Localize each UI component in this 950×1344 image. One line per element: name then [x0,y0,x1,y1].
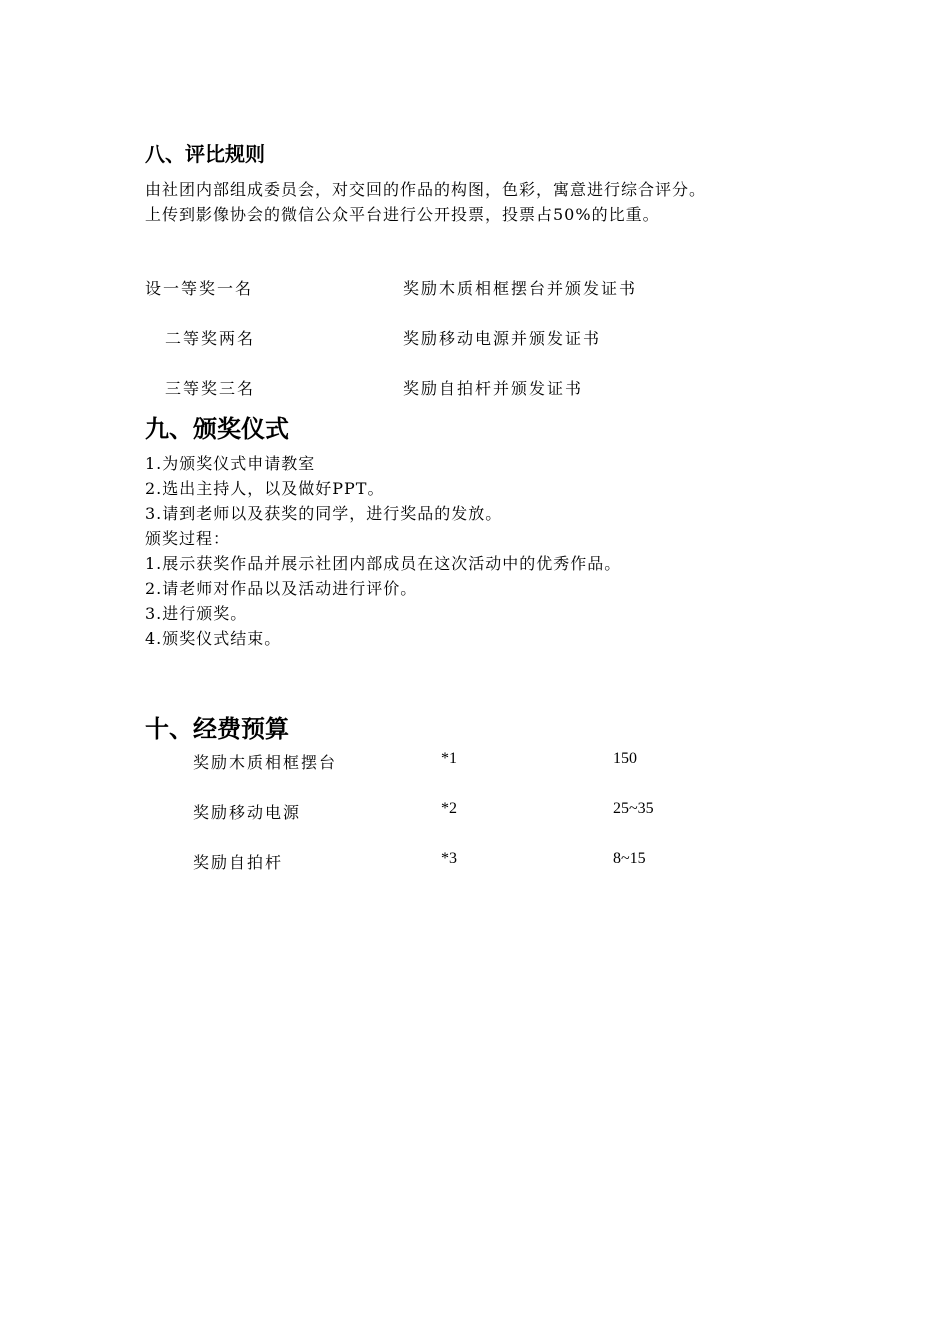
budget-item-3-cost: 8~15 [613,850,646,867]
prep-step-2: 2.选出主持人，以及做好PPT。 [145,479,385,498]
process-step-1: 1.展示获奖作品并展示社团内部成员在这次活动中的优秀作品。 [145,554,622,573]
prize-1-name: 设一等奖一名 [145,279,254,298]
budget-item-1-name: 奖励木质相框摆台 [193,753,338,772]
budget-item-3-qty: *3 [441,850,457,867]
prize-2-reward: 奖励移动电源并颁发证书 [403,329,602,348]
budget-item-2-cost: 25~35 [613,800,654,817]
prep-step-3: 3.请到老师以及获奖的同学，进行奖品的发放。 [145,504,503,523]
process-label: 颁奖过程： [145,529,231,548]
process-step-2: 2.请老师对作品以及活动进行评价。 [145,579,418,598]
budget-item-1-cost: 150 [613,750,637,767]
budget-item-2-qty: *2 [441,800,457,817]
section-9-title: 九、颁奖仪式 [145,414,289,443]
process-step-3: 3.进行颁奖。 [145,604,248,623]
prize-3-reward: 奖励自拍杆并颁发证书 [403,379,584,398]
budget-item-1-qty: *1 [441,750,457,767]
process-step-4: 4.颁奖仪式结束。 [145,629,282,648]
prize-1-reward: 奖励木质相框摆台并颁发证书 [403,279,638,298]
budget-item-2-name: 奖励移动电源 [193,803,302,822]
prize-2-name: 二等奖两名 [165,329,256,348]
prep-step-1: 1.为颁奖仪式申请教室 [145,454,316,473]
section-8-paragraph-line-2: 上传到影像协会的微信公众平台进行公开投票，投票占50%的比重。 [145,205,660,224]
section-8-title: 八、评比规则 [145,142,265,166]
section-8-paragraph-line-1: 由社团内部组成委员会，对交回的作品的构图，色彩，寓意进行综合评分。 [145,180,707,199]
prize-3-name: 三等奖三名 [165,379,256,398]
budget-item-3-name: 奖励自拍杆 [193,853,284,872]
section-10-title: 十、经费预算 [145,714,289,743]
